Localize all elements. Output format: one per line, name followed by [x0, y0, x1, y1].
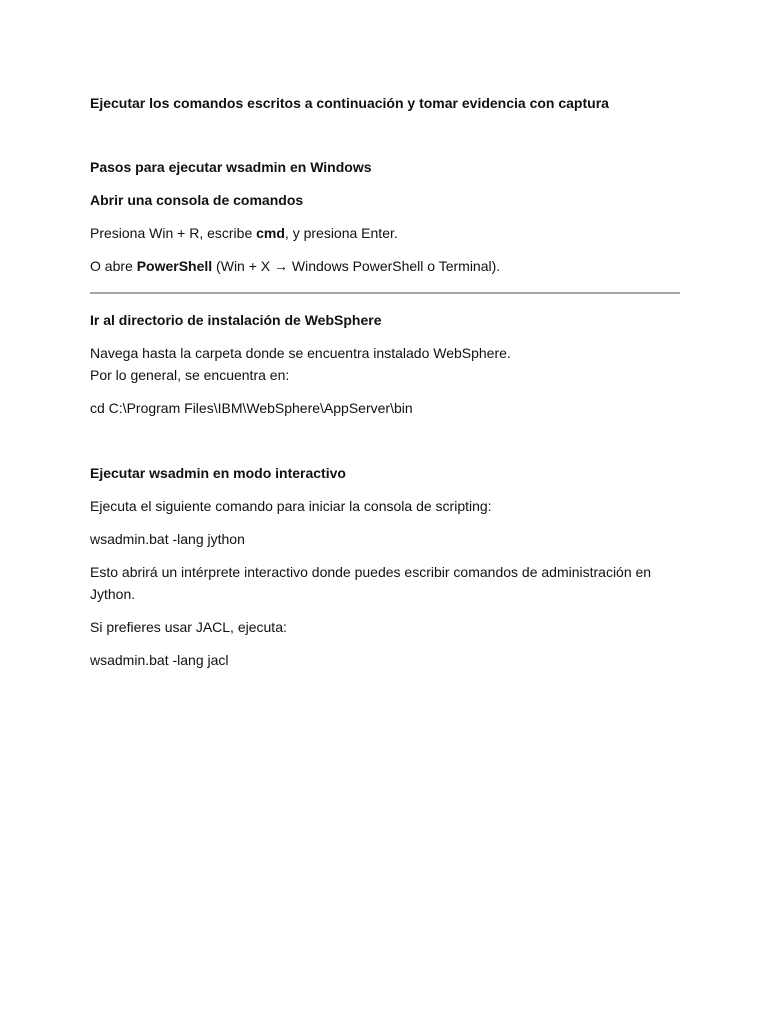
command-wsadmin-jython: wsadmin.bat -lang jython	[90, 531, 245, 547]
instruction-text: , y presiona Enter.	[284, 225, 398, 241]
instruction-text: O abre	[90, 258, 137, 274]
section-heading-interactive: Ejecutar wsadmin en modo interactivo	[90, 465, 346, 481]
section-divider	[90, 292, 680, 294]
document-title: Ejecutar los comandos escritos a continuación y tomar evidencia con captura	[90, 95, 609, 111]
instruction-interpreter: Esto abrirá un intérprete interactivo donde puedes escribir comandos de administración en Jython.	[90, 564, 652, 602]
instruction-text: (Win + X → Windows PowerShell o Terminal).	[212, 258, 501, 274]
document-page	[90, 92, 680, 682]
subheading-open-console: Abrir una consola de comandos	[90, 192, 304, 208]
keyword-cmd: cmd	[256, 225, 285, 241]
section-heading-wsadmin-windows: Pasos para ejecutar wsadmin en Windows	[90, 159, 372, 175]
keyword-powershell: PowerShell	[136, 258, 213, 274]
instruction-text: Presiona Win + R, escribe	[90, 225, 257, 241]
instruction-run-cmd	[90, 222, 680, 244]
instruction-general-location: Por lo general, se encuentra en:	[90, 367, 290, 383]
instruction-navigate: Navega hasta la carpeta donde se encuentra instalado WebSphere.	[90, 345, 511, 361]
instruction-jacl: Si prefieres usar JACL, ejecuta:	[90, 619, 287, 635]
command-wsadmin-jacl: wsadmin.bat -lang jacl	[90, 652, 229, 668]
command-cd: cd C:\Program Files\IBM\WebSphere\AppServer\bin	[90, 400, 413, 416]
instruction-open-powershell	[90, 255, 680, 277]
instruction-start-scripting: Ejecuta el siguiente comando para iniciar la consola de scripting:	[90, 498, 492, 514]
section-heading-install-dir: Ir al directorio de instalación de WebSphere	[90, 312, 382, 328]
